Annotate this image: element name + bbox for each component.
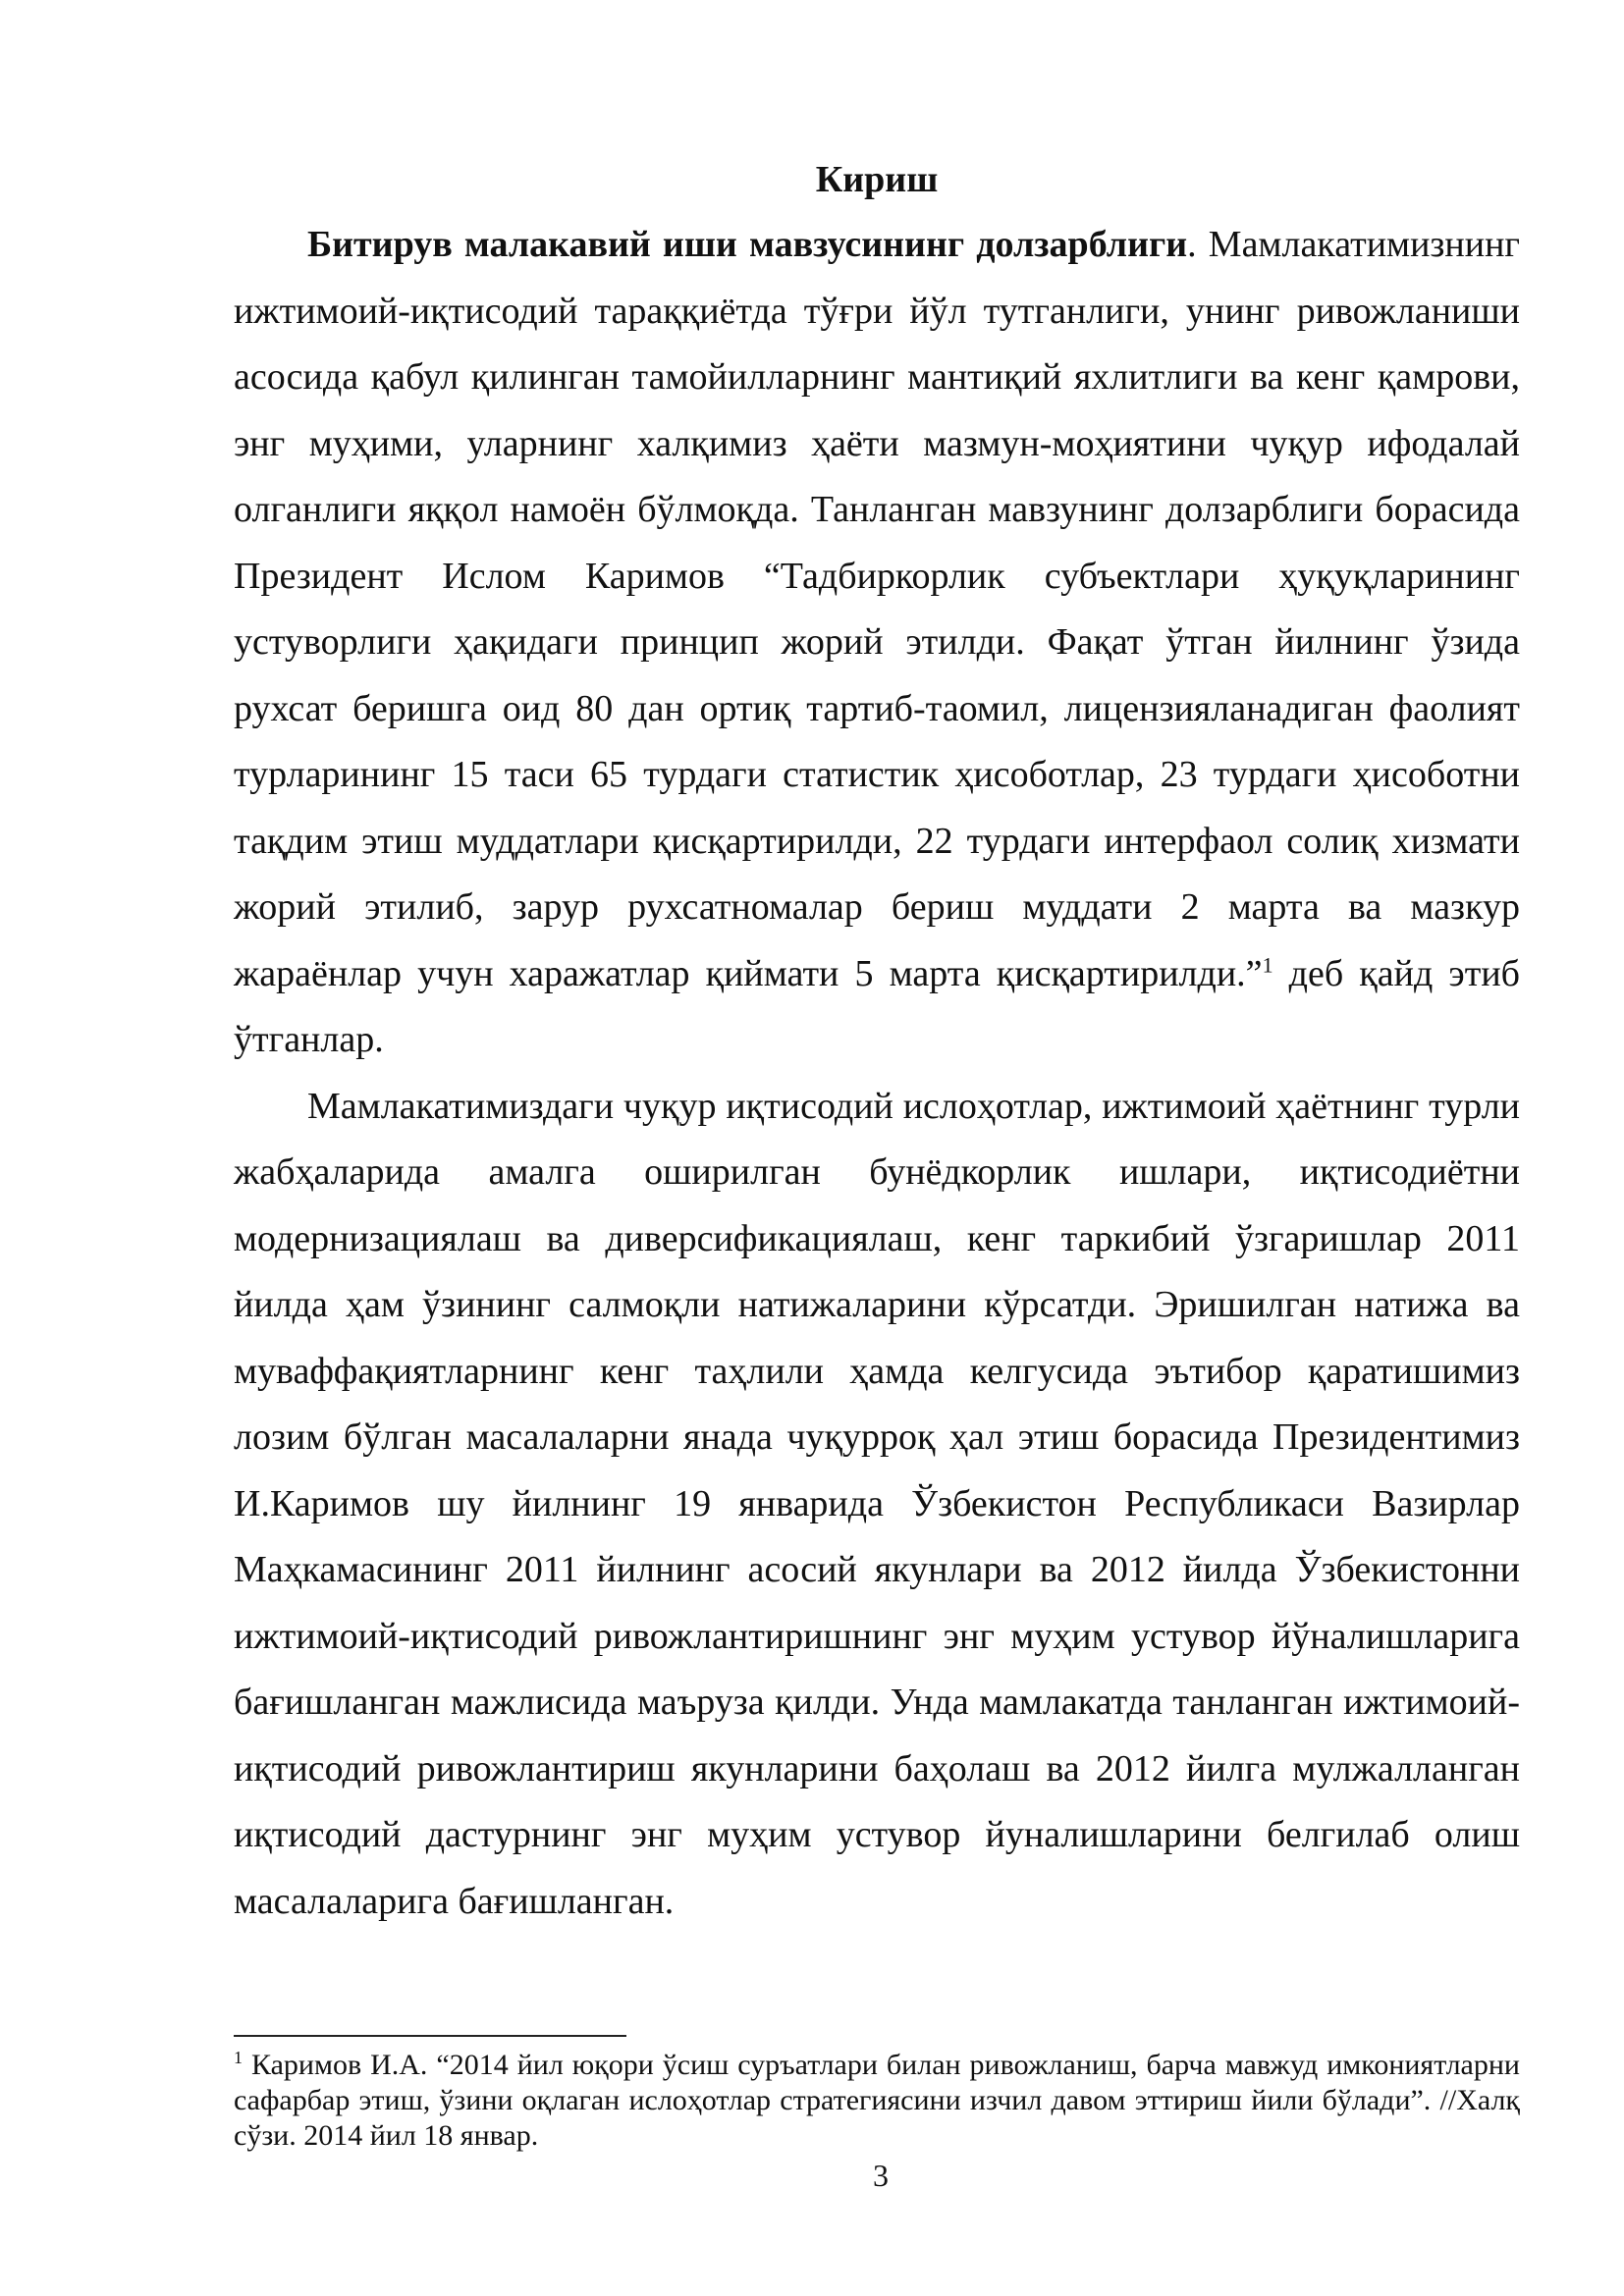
paragraph-lead-title: Битирув малакавий иши мавзусининг долзарблиги [307, 224, 1188, 265]
footnote [234, 2048, 1520, 2154]
footnote-mark: 1 [234, 2048, 243, 2067]
paragraph-lead-punct: . [1187, 224, 1197, 265]
footnote-text: Каримов И.А. “2014 йил юқори ўсиш суръатлари билан ривожланиш, барча мавжуд имкониятларни сафарбар этиш, ўзини оқлаган ислоҳотлар стратегиясини изчил давом эттириш йили бўлади”. //Халқ сўзи. 2014 йил 18 январ. [234, 2049, 1520, 2152]
paragraph-tail: деб қайд этиб ўтганлар. [234, 952, 1520, 1060]
paragraph-reforms: Мамлакатимиздаги чуқур иқтисодий ислоҳотлар, ижтимоий ҳаётнинг турли жабҳаларида амалга оширилган бунёдкорлик ишлари, иқтисодиётни модернизациялаш ва диверсификациялаш, кенг таркибий ўзгаришлар 2011 йилда ҳам ўзининг салмоқли натижаларини кўрсатди. Эришилган натижа ва муваффақиятларнинг кенг таҳлили ҳамда келгусида эътибор қаратишимиз лозим бўлган масалаларни янада чуқурроқ ҳал этиш борасида Президентимиз И.Каримов шу йилнинг 19 январида Ўзбекистон Республикаси Вазирлар Маҳкамасининг 2011 йилнинг асосий якунлари ва 2012 йилда Ўзбекистонни ижтимоий-иқтисодий ривожлантиришнинг энг муҳим устувор йўналишларига бағишланган мажлисида маъруза қилди. Унда мамлакатда танланган ижтимоий-иқтисодий ривожлантириш якунларини баҳолаш ва 2012 йилга мулжалланган иқтисодий дастурнинг энг муҳим устувор йуналишларини белгилаб олиш масалаларига бағишланган. [234, 1085, 1520, 1922]
footnote-reference[interactable]: 1 [1262, 951, 1273, 977]
page-number: 3 [873, 2158, 889, 2193]
document-body [234, 147, 1520, 1935]
paragraph-body: Мамлакатимизнинг ижтимоий-иқтисодий тараққиётда тўғри йўл тутганлиги, унинг ривожланиши асосида қабул қилинган тамойилларнинг мантиқий яхлитлиги ва кенг қамрови, энг муҳими, уларнинг халқимиз ҳаёти мазмун-моҳиятини чуқур ифодалай олганлиги яққол намоён бўлмоқда. Танланган мавзунинг долзарблиги борасида Президент Ислом Каримов “Тадбиркорлик субъектлари ҳуқуқларининг устуворлиги ҳақидаги принцип жорий этилди. Фақат ўтган йилнинг ўзида рухсат беришга оид 80 дан ортиқ тартиб-таомил, лицензияланадиган фаолият турларининг 15 таси 65 турдаги статистик ҳисоботлар, 23 турдаги ҳисоботни тақдим этиш муддатлари қисқартирилди, 22 турдаги интерфаол солиқ хизмати жорий этилиб, зарур рухсатномалар бериш муддати 2 марта ва мазкур жараёнлар учун харажатлар қиймати 5 марта қисқартирилди.” [234, 224, 1521, 994]
section-heading: Кириш [815, 159, 939, 200]
footnote-divider [234, 2035, 626, 2037]
paragraph-relevance [234, 212, 1520, 1074]
